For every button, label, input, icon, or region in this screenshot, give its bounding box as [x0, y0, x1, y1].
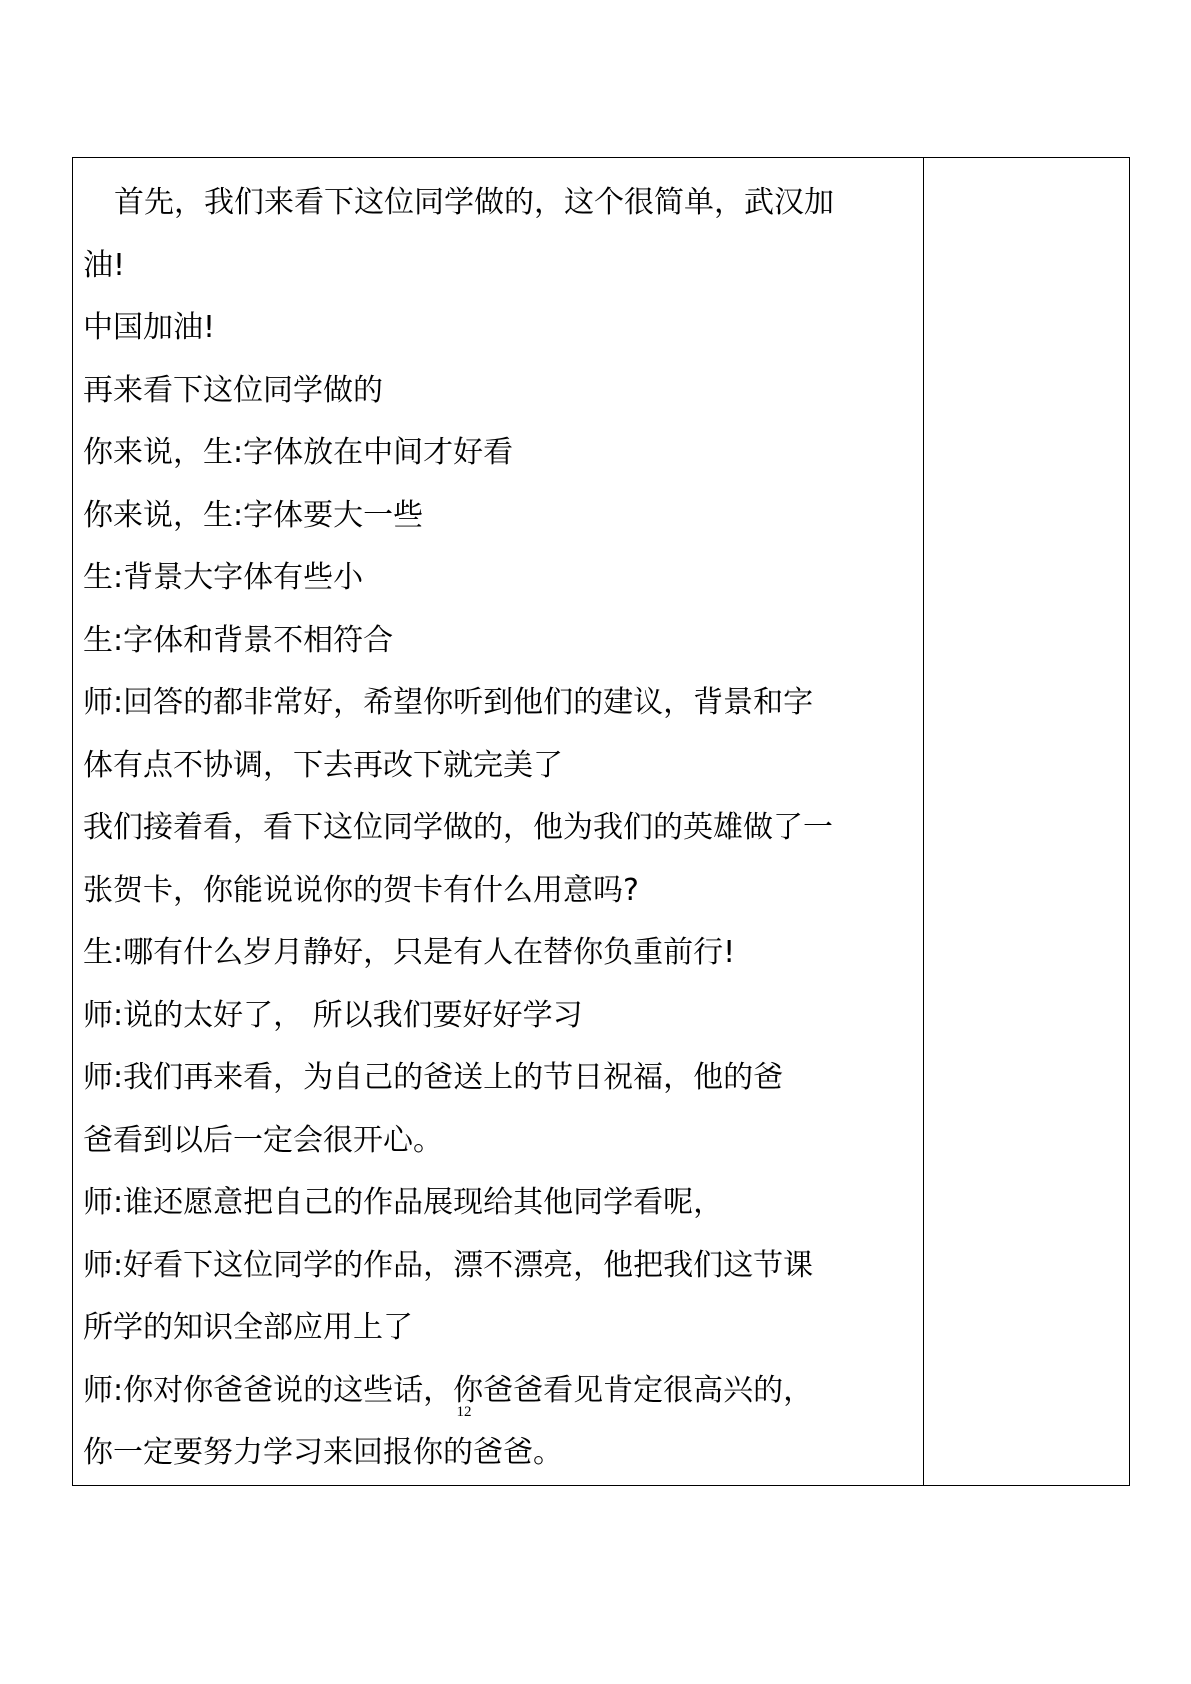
text-line: 师:谁还愿意把自己的作品展现给其他同学看呢，: [83, 1185, 724, 1220]
text-line: 爸看到以后一定会很开心。: [83, 1122, 443, 1158]
text-line: 首先，我们来看下这位同学做的，这个很简单，武汉加: [114, 185, 834, 220]
text-line: 师:回答的都非常好，希望你听到他们的建议，背景和字: [83, 685, 814, 720]
notes-cell: [924, 158, 1130, 1486]
text-line: 生:哪有什么岁月静好，只是有人在替你负重前行!: [83, 935, 736, 970]
text-line: 体有点不协调，下去再改下就完美了: [83, 747, 563, 783]
text-line: 生:字体和背景不相符合: [83, 622, 394, 658]
lesson-text-cell: [73, 158, 924, 1486]
page-number: 12: [456, 1404, 472, 1420]
text-line: 你一定要努力学习来回报你的爸爸。: [83, 1435, 563, 1470]
text-line: 师:你对你爸爸说的这些话，你爸爸看见肯定很高兴的，: [83, 1372, 814, 1408]
text-line: 你来说，生:字体放在中间才好看: [83, 435, 514, 470]
text-line: 中国加油!: [83, 310, 216, 345]
text-line: 我们接着看，看下这位同学做的，他为我们的英雄做了一: [83, 810, 833, 845]
text-line: 再来看下这位同学做的: [83, 372, 383, 408]
text-line: 师:我们再来看，为自己的爸送上的节日祝福，他的爸: [83, 1060, 784, 1095]
table-row: [73, 158, 1130, 1486]
lesson-table: [72, 157, 1130, 1486]
text-line: 所学的知识全部应用上了: [83, 1310, 413, 1345]
text-line: 师:好看下这位同学的作品，漂不漂亮，他把我们这节课: [83, 1247, 814, 1283]
text-line: 你来说，生:字体要大一些: [83, 497, 424, 533]
text-line: 师:说的太好了， 所以我们要好好学习: [83, 997, 583, 1033]
lesson-text: [73, 158, 923, 1485]
text-line: 张贺卡，你能说说你的贺卡有什么用意吗?: [83, 872, 639, 908]
text-line: 油!: [83, 247, 126, 283]
text-line: 生:背景大字体有些小: [83, 560, 364, 595]
